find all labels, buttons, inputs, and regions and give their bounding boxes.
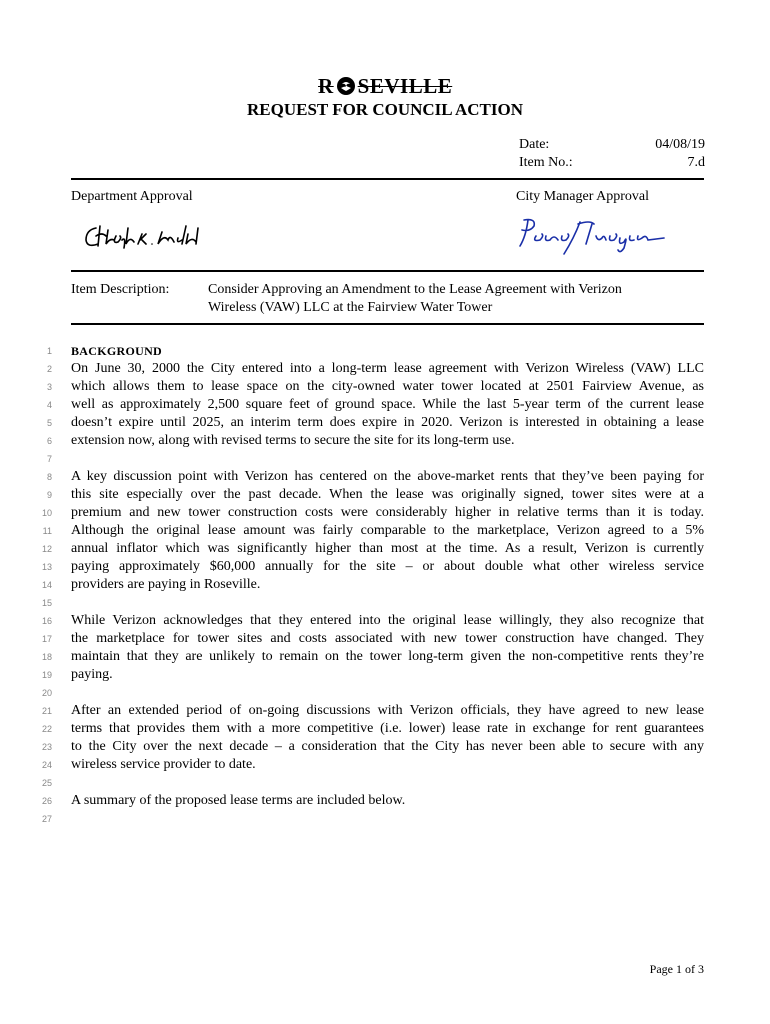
- city-manager-approval-label: City Manager Approval: [516, 189, 649, 204]
- body-line: [30, 522, 704, 540]
- body-line: [30, 702, 704, 720]
- line-number: 12: [41, 544, 52, 554]
- line-text: the marketplace for tower sites and costs associated with new tower construction have changed. They: [71, 631, 704, 646]
- line-number: 26: [41, 796, 52, 806]
- body-line: [30, 648, 704, 666]
- line-number: 21: [41, 706, 52, 716]
- roseville-logo: [318, 74, 458, 98]
- line-number: 7: [46, 454, 52, 464]
- line-number: 17: [41, 634, 52, 644]
- line-number: 11: [42, 526, 52, 536]
- divider-bottom: [71, 323, 704, 325]
- line-number: 23: [41, 742, 52, 752]
- body-line: [30, 774, 704, 792]
- body-line: [30, 594, 704, 612]
- meta-block: [519, 136, 705, 172]
- line-text: well as approximately 2,500 square feet of ground space. While the last 5-year term of the current lease: [71, 397, 704, 412]
- body-line: [30, 450, 704, 468]
- line-number: 14: [41, 580, 52, 590]
- line-text: extension now, along with revised terms to secure the site for its long-term use.: [71, 433, 515, 448]
- logo-text-right: SEVILLE: [357, 74, 453, 98]
- date-value: 04/08/19: [655, 137, 705, 152]
- body-line: [30, 342, 704, 360]
- line-text: Although the original lease amount was fairly comparable to the marketplace, Verizon agreed to a 5%: [71, 523, 704, 538]
- body-line: [30, 540, 704, 558]
- item-description-line-1: Consider Approving an Amendment to the Lease Agreement with Verizon: [208, 282, 622, 297]
- body-line: [30, 756, 704, 774]
- line-number: 5: [46, 418, 52, 428]
- department-signature: [82, 218, 212, 254]
- rose-icon: [335, 75, 357, 97]
- line-number: 27: [41, 814, 52, 824]
- line-text: A key discussion point with Verizon has centered on the above-market rents that they’ve been paying for: [71, 469, 704, 484]
- line-text: After an extended period of on-going discussions with Verizon officials, they have agreed to new lease: [71, 703, 704, 718]
- section-heading: BACKGROUND: [71, 344, 163, 358]
- item-no-value: 7.d: [687, 155, 705, 170]
- line-text: [71, 594, 704, 612]
- body-line: [30, 432, 704, 450]
- line-text: this site especially over the past decade. When the lease was originally signed, tower sites were at a: [71, 487, 704, 502]
- line-text: wireless service provider to date.: [71, 757, 256, 772]
- line-text: [71, 450, 704, 468]
- line-number: 25: [41, 778, 52, 788]
- line-number: 16: [41, 616, 52, 626]
- body-line: [30, 558, 704, 576]
- line-text: [71, 684, 704, 702]
- line-text: While Verizon acknowledges that they entered into the original lease willingly, they also recognize that: [71, 613, 704, 628]
- divider-top: [71, 178, 704, 180]
- logo-text-left: R: [318, 74, 334, 98]
- line-number: 1: [46, 346, 52, 356]
- body-line: [30, 720, 704, 738]
- line-number: 6: [46, 436, 52, 446]
- line-number: 18: [41, 652, 52, 662]
- body-line: [30, 396, 704, 414]
- body-text: [30, 342, 704, 828]
- line-text: On June 30, 2000 the City entered into a long-term lease agreement with Verizon Wireless (VAW) LLC: [71, 361, 704, 376]
- line-text: paying approximately $60,000 annually for the site – or about double what other wireless service: [71, 559, 704, 574]
- item-no-row: [519, 154, 705, 172]
- body-line: [30, 792, 704, 810]
- line-text: providers are paying in Roseville.: [71, 577, 261, 592]
- line-text: premium and new tower construction costs were considerably higher in relative terms than it is today.: [71, 505, 704, 520]
- body-line: [30, 612, 704, 630]
- line-number: 9: [46, 490, 52, 500]
- line-text: [71, 774, 704, 792]
- body-line: [30, 378, 704, 396]
- line-number: 3: [46, 382, 52, 392]
- line-number: 13: [41, 562, 52, 572]
- item-no-label: Item No.:: [519, 155, 573, 170]
- line-number: 2: [46, 364, 52, 374]
- body-line: [30, 810, 704, 828]
- body-line: [30, 468, 704, 486]
- city-manager-signature: [514, 214, 674, 258]
- body-line: [30, 684, 704, 702]
- line-number: 15: [41, 598, 52, 608]
- body-line: [30, 630, 704, 648]
- body-line: [30, 414, 704, 432]
- line-number: 22: [41, 724, 52, 734]
- line-text: which allows them to lease space on the city-owned water tower located at 2501 Fairview Avenue, as: [71, 379, 704, 394]
- page-number: Page 1 of 3: [649, 962, 704, 976]
- line-text: A summary of the proposed lease terms are included below.: [71, 793, 406, 808]
- item-description-label: Item Description:: [71, 282, 170, 297]
- line-text: doesn’t expire until 2025, an interim term does expire in 2020. Verizon is interested in obtaining a lease: [71, 415, 704, 430]
- body-line: [30, 576, 704, 594]
- line-number: 8: [46, 472, 52, 482]
- line-text: [71, 810, 704, 828]
- line-text: maintain that they are unlikely to remain on the tower long-term given the non-competitive rents they’re: [71, 649, 704, 664]
- line-text: to the City over the next decade – a consideration that the City has never been able to secure with any: [71, 739, 704, 754]
- body-line: [30, 666, 704, 684]
- line-text: annual inflator which was significantly higher than most at the time. As a result, Verizon is currently: [71, 541, 704, 556]
- line-number: 4: [46, 400, 52, 410]
- line-text: terms that provides them with a more competitive (i.e. lower) lease rate in exchange for rent guarantees: [71, 721, 704, 736]
- body-line: [30, 486, 704, 504]
- body-line: [30, 360, 704, 378]
- page-title: REQUEST FOR COUNCIL ACTION: [247, 100, 523, 119]
- department-approval-label: Department Approval: [71, 189, 193, 204]
- item-description-text: [208, 281, 668, 317]
- date-label: Date:: [519, 137, 550, 152]
- date-row: [519, 136, 705, 154]
- line-number: 20: [41, 688, 52, 698]
- line-number: 24: [41, 760, 52, 770]
- line-number: 19: [41, 670, 52, 680]
- line-text: paying.: [71, 667, 113, 682]
- item-description-line-2: Wireless (VAW) LLC at the Fairview Water Tower: [208, 300, 493, 315]
- line-number: 10: [41, 508, 52, 518]
- body-line: [30, 738, 704, 756]
- body-line: [30, 504, 704, 522]
- divider-middle: [71, 270, 704, 272]
